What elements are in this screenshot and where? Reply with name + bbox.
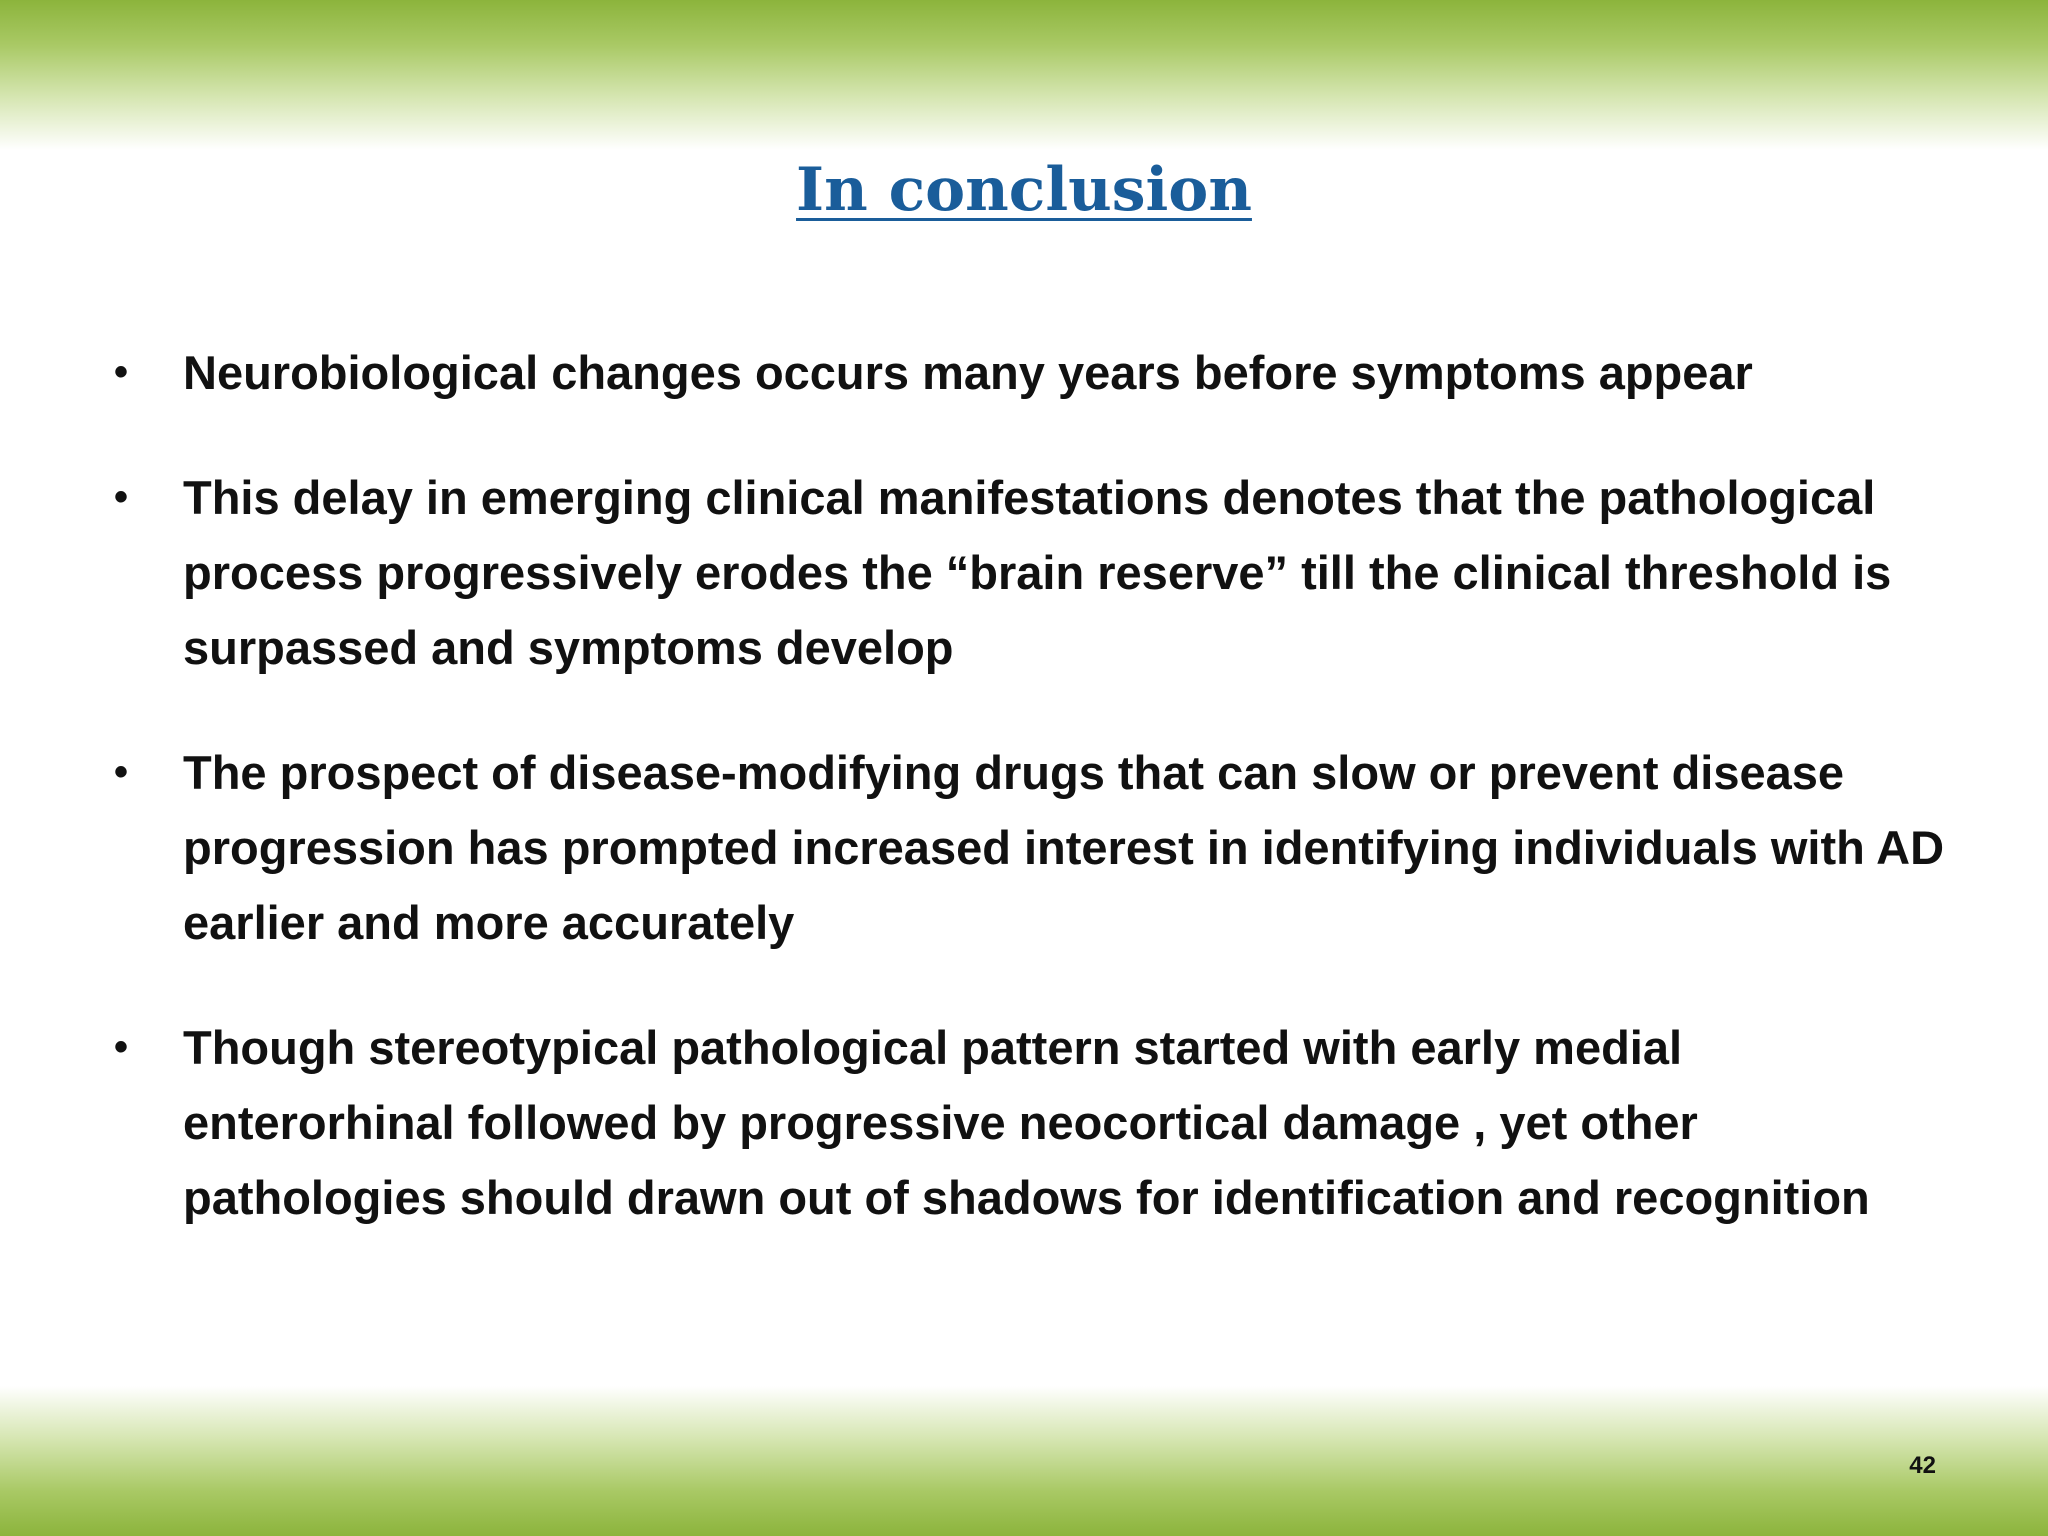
bullet-marker: •: [114, 475, 129, 519]
slide-title: In conclusion: [796, 155, 1252, 225]
bullet-marker: •: [114, 1025, 129, 1069]
bullet-item: [108, 460, 1958, 685]
bullet-marker: •: [114, 750, 129, 794]
page-number: 42: [1909, 1452, 1936, 1479]
bullet-list: [108, 335, 1958, 1285]
bullet-item: [108, 335, 1958, 410]
bullet-item: [108, 1010, 1958, 1235]
bullet-item: [108, 735, 1958, 960]
bottom-gradient-band: [0, 1386, 2048, 1536]
top-gradient-band: [0, 0, 2048, 150]
bullet-text: Though stereotypical pathological pattern started with early medial enterorhinal followed by progressive neocortical damage , yet other pathologies should drawn out of shadows for identification and recognition: [183, 1021, 1870, 1224]
bullet-text: Neurobiological changes occurs many years before symptoms appear: [183, 346, 1753, 399]
bullet-text: The prospect of disease-modifying drugs that can slow or prevent disease progression has prompted increased interest in identifying individuals with AD earlier and more accurately: [183, 746, 1945, 949]
bullet-marker: •: [114, 350, 129, 394]
bullet-text: This delay in emerging clinical manifestations denotes that the pathological process progressively erodes the “brain reserve” till the clinical threshold is surpassed and symptoms develop: [183, 471, 1892, 674]
